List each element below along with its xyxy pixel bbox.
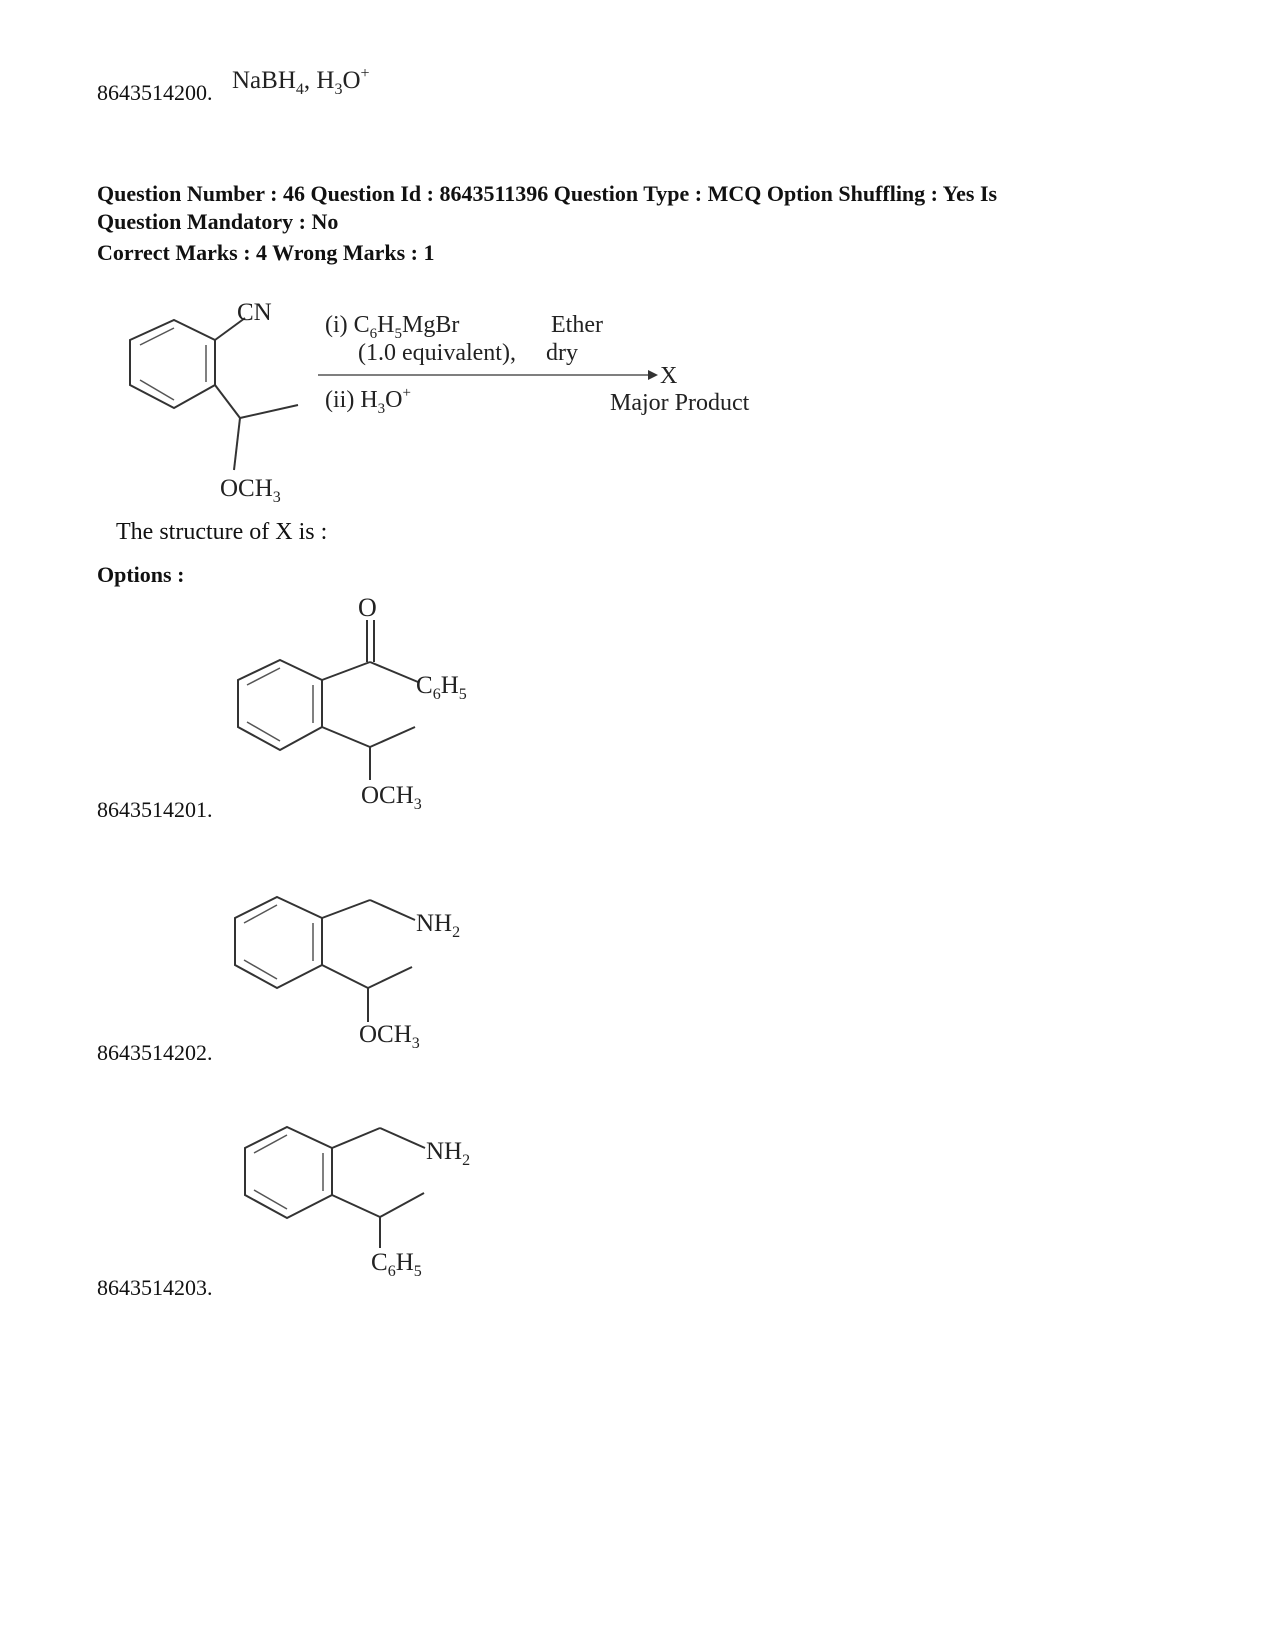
reaction-arrow-head [648,370,658,380]
option-id-8643514200: 8643514200. [97,80,213,105]
ch2-nh2-bond [370,900,415,920]
carbonyl-oxygen-label: O [358,593,377,622]
chain-bond-3 [234,418,240,470]
step2-reagent: (ii) $H_3O^+$ [325,385,411,417]
step1-reagent: (i) $C_6H_5MgBr$ [325,312,460,342]
option-1-benzene-ring [238,660,322,750]
chain-bond-1 [215,385,240,418]
ketone-phenyl-bond [370,662,418,682]
option-3-structure[interactable] [240,1115,540,1290]
cn-label: CN [237,299,272,326]
option-1-structure[interactable] [230,590,530,820]
ch2-bond [322,900,370,918]
ketone-ring-bond [322,662,370,680]
option-id-8643514203[interactable]: 8643514203. [97,1275,213,1300]
step1-equivalent: (1.0 equivalent), [358,340,516,366]
option-2-benzene-ring [235,897,322,988]
solvent-dry: dry [546,340,578,366]
svg-text:NaBH4, H3O+: NaBH$_4$, $H_3O^+$ [232,65,370,98]
reaction-scheme [100,290,800,520]
chain-bond-1 [322,965,368,988]
och3-label: $OCH_3$ [361,782,422,813]
phenyl-label: $C_6H_5$ [416,672,467,703]
product-x-label: X [660,363,678,389]
chain-bond-2 [368,967,412,988]
option-id-8643514201[interactable]: 8643514201. [97,797,213,822]
reactant-benzene-ring [130,320,215,408]
question-header-line1: Question Number : 46 Question Id : 8643511396 Question Type : MCQ Option Shuffling : Yes Is [97,181,998,206]
ch2-bond [332,1128,380,1148]
option-3-benzene-ring [245,1127,332,1218]
question-header-line2: Question Mandatory : No [97,209,339,234]
reagent-nabh4-h3o [232,60,412,100]
solvent-ether: Ether [551,312,603,338]
chain-bond-1 [322,727,370,747]
nh2-label: $NH_2$ [426,1138,471,1169]
nh2-label: $NH_2$ [416,910,461,941]
chain-bond-2 [380,1193,424,1217]
phenyl-label: $C_6H_5$ [371,1249,422,1280]
marks-line: Correct Marks : 4 Wrong Marks : 1 [97,240,435,265]
options-label: Options : [97,562,185,587]
ch2-nh2-bond [380,1128,425,1148]
chain-bond-1 [332,1195,380,1217]
major-product-label: Major Product [610,390,750,416]
och3-label: $OCH_3$ [220,475,281,506]
chain-bond-2 [370,727,415,747]
option-id-8643514202[interactable]: 8643514202. [97,1040,213,1065]
och3-label: $OCH_3$ [359,1021,420,1052]
chain-bond-2 [240,405,298,418]
question-prompt: The structure of X is : [116,519,328,545]
option-2-structure[interactable] [230,885,530,1060]
question-header [97,180,1197,236]
